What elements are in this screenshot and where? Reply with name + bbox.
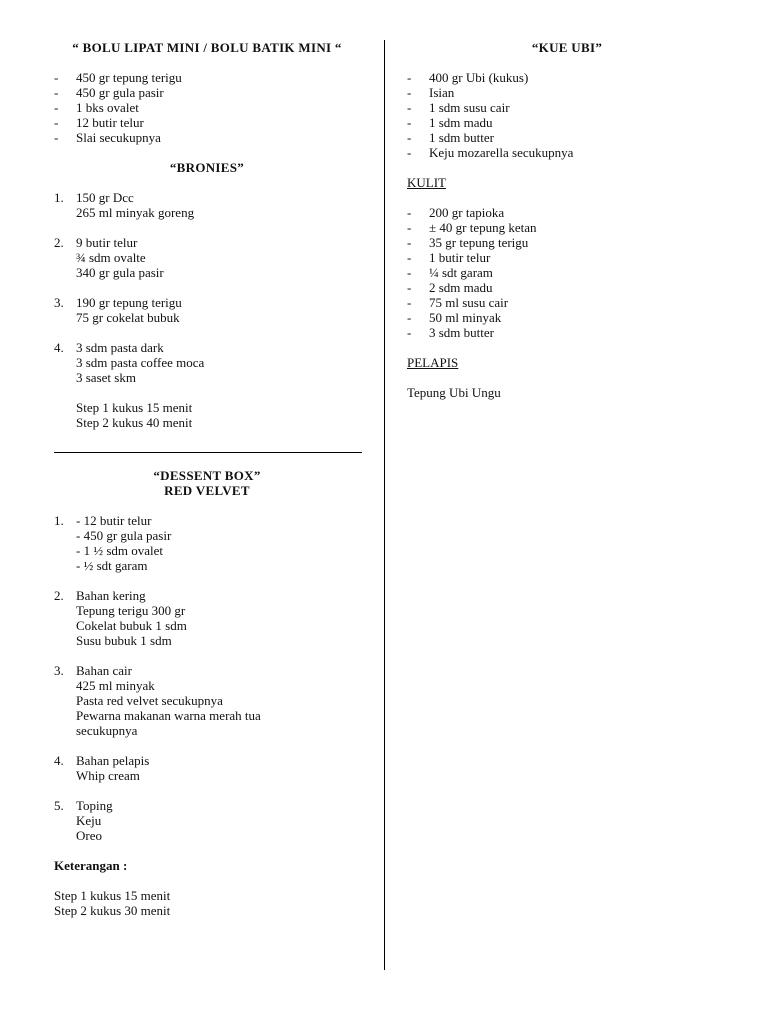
list-item: [54, 798, 364, 843]
list-item: - Slai secukupnya: [54, 130, 364, 145]
step-line: Bahan cair: [76, 663, 132, 678]
step-line: Keju: [76, 813, 102, 828]
list-item: [54, 663, 364, 738]
bolu-ingredient-list: [54, 70, 364, 145]
step-number: 4.: [54, 340, 64, 355]
step-number: 3.: [54, 295, 64, 310]
bronies-note: Step 1 kukus 15 menit: [76, 400, 193, 415]
step-number: 2.: [54, 588, 64, 603]
step-line: Toping: [76, 798, 113, 813]
step-line: 9 butir telur: [76, 235, 138, 250]
step-line: 425 ml minyak: [76, 678, 155, 693]
bolu-title: “ BOLU LIPAT MINI / BOLU BATIK MINI “: [72, 40, 342, 55]
list-item: - Keju mozarella secukupnya: [407, 145, 727, 160]
dessert-subtitle: RED VELVET: [164, 483, 250, 498]
list-item: - ¼ sdt garam: [407, 265, 727, 280]
list-item: - Isian: [407, 85, 727, 100]
step-line: Susu bubuk 1 sdm: [76, 633, 172, 648]
step-line: 3 sdm pasta coffee moca: [76, 355, 205, 370]
bronies-note: Step 2 kukus 40 menit: [76, 415, 193, 430]
list-item: [54, 295, 364, 325]
step-number: 3.: [54, 663, 64, 678]
keterangan-label: Keterangan :: [54, 858, 128, 873]
step-line: 265 ml minyak goreng: [76, 205, 195, 220]
dessert-note: Step 2 kukus 30 menit: [54, 903, 171, 918]
list-item: - 400 gr Ubi (kukus): [407, 70, 727, 85]
dessert-step-list: [54, 513, 364, 843]
kulit-heading: KULIT: [407, 175, 446, 190]
step-line: 3 saset skm: [76, 370, 136, 385]
step-line: - ½ sdt garam: [76, 558, 148, 573]
list-item: - 1 sdm butter: [407, 130, 727, 145]
list-item: - 2 sdm madu: [407, 280, 727, 295]
step-line: - 12 butir telur: [76, 513, 152, 528]
list-item: - 1 sdm susu cair: [407, 100, 727, 115]
step-number: 1.: [54, 513, 64, 528]
step-number: 5.: [54, 798, 64, 813]
step-line: 190 gr tepung terigu: [76, 295, 182, 310]
list-item: - 3 sdm butter: [407, 325, 727, 340]
list-item: - 1 bks ovalet: [54, 100, 364, 115]
pelapis-heading: PELAPIS: [407, 355, 459, 370]
list-item: - 75 ml susu cair: [407, 295, 727, 310]
left-column: [54, 40, 364, 918]
step-line: Pewarna makanan warna merah tua: [76, 708, 261, 723]
list-item: - 1 butir telur: [407, 250, 727, 265]
list-item: - 200 gr tapioka: [407, 205, 727, 220]
step-line: - 450 gr gula pasir: [76, 528, 172, 543]
list-item: [54, 588, 364, 648]
list-item: [54, 513, 364, 573]
step-number: 2.: [54, 235, 64, 250]
pelapis-text: Tepung Ubi Ungu: [407, 385, 501, 400]
step-line: Oreo: [76, 828, 102, 843]
kue-ubi-title: “KUE UBI”: [531, 40, 603, 55]
step-line: 340 gr gula pasir: [76, 265, 164, 280]
list-item: - 50 ml minyak: [407, 310, 727, 325]
list-item: [54, 340, 364, 430]
list-item: - 12 butir telur: [54, 115, 364, 130]
step-line: ¾ sdm ovalte: [76, 250, 146, 265]
list-item: - 450 gr tepung terigu: [54, 70, 364, 85]
list-item: [54, 235, 364, 280]
step-line: Pasta red velvet secukupnya: [76, 693, 223, 708]
step-line: 150 gr Dcc: [76, 190, 134, 205]
step-line: - 1 ½ sdm ovalet: [76, 543, 164, 558]
list-item: - 450 gr gula pasir: [54, 85, 364, 100]
kue-ubi-ingredient-list: [407, 70, 727, 160]
kulit-ingredient-list: [407, 205, 727, 340]
column-divider: [384, 40, 385, 970]
list-item: [54, 753, 364, 783]
step-number: 4.: [54, 753, 64, 768]
bronies-step-list: [54, 190, 364, 430]
step-line: 3 sdm pasta dark: [76, 340, 164, 355]
step-line: Bahan kering: [76, 588, 146, 603]
step-line: secukupnya: [76, 723, 138, 738]
step-line: Whip cream: [76, 768, 140, 783]
list-item: - 1 sdm madu: [407, 115, 727, 130]
list-item: - 35 gr tepung terigu: [407, 235, 727, 250]
step-line: Cokelat bubuk 1 sdm: [76, 618, 187, 633]
step-line: Bahan pelapis: [76, 753, 150, 768]
step-line: Tepung terigu 300 gr: [76, 603, 186, 618]
list-item: [54, 190, 364, 220]
bronies-title: “BRONIES”: [169, 160, 245, 175]
list-item: - ± 40 gr tepung ketan: [407, 220, 727, 235]
step-number: 1.: [54, 190, 64, 205]
right-column: [407, 40, 727, 400]
dessert-title: “DESSENT BOX”: [153, 468, 261, 483]
step-line: 75 gr cokelat bubuk: [76, 310, 180, 325]
dessert-note: Step 1 kukus 15 menit: [54, 888, 171, 903]
